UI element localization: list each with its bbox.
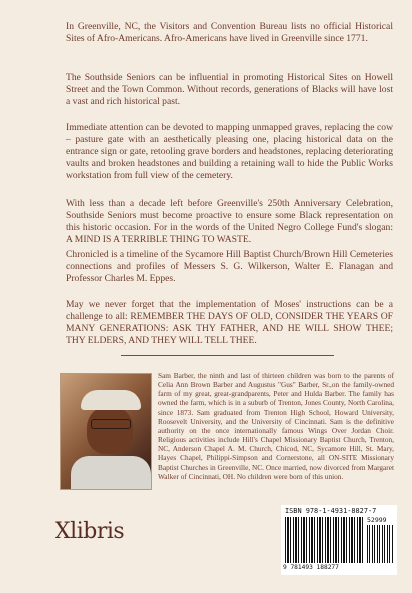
photo-cap [81, 390, 141, 410]
ean-digits: 9 781493 188277 [283, 564, 339, 571]
photo-glasses [91, 419, 131, 429]
isbn-text: ISBN 978-1-4931-8827-7 [285, 507, 377, 515]
photo-face [87, 406, 133, 454]
paragraph-immediate-attention: Immediate attention can be devoted to mapping unmapped graves, replacing the cow – pasture gate with an aesthetically pleasing one, placing historical data on the entrance sign or gate, retooling grave borders and headstones, replacing deteriorating vaults and broken headstones and building a retaining wall to hide the Public Works workstation from full view of the cemetery. [66, 122, 393, 182]
price-barcode-bars [367, 525, 393, 563]
paragraph-chronicled: Chronicled is a timeline of the Sycamore Hill Baptist Church/Brown Hill Cemeteries connections and profiles of Messers S. G. Wilkerson, Walter E. Flanagan and Professor Charles M. Eppes. [66, 249, 393, 285]
barcode-bars [285, 517, 363, 563]
isbn-barcode [281, 505, 397, 575]
photo-shirt [71, 456, 151, 490]
paragraph-anniversary: With less than a decade left before Greenville's 250th Anniversary Celebration, Southside Seniors must become proactive to ensure some Black representation on this historic occasion. For in the words of the United Negro College Fund's slogan: A MIND IS A TERRIBLE THING TO WASTE. [66, 198, 393, 246]
paragraph-moses: May we never forget that the implementation of Moses' instructions can be a challenge to all: REMEMBER THE DAYS OF OLD, CONSIDER THE YEARS OF MANY GENERATIONS: ASK THY FATHER, AND HE WILL SHOW THEE; THY ELDERS, AND THEY WILL TELL THEE. [66, 299, 393, 347]
author-photo [60, 373, 152, 490]
author-bio: Sam Barber, the ninth and last of thirteen children was born to the parents of Celia Ann Brown Barber and Augustus "Gus" Barber, Sr.,on the family-owned farm of my great, great-grandparents, Peter and Hulda Barber. The family has owned the farm, which is in a suburb of Trenton, Jones County, North Carolina, since 1873. Sam graduated from Trenton High School, Howard University, Roosevelt University, and the University of Cincinnati. Sam is the definitive authority on the once internationally famous Wings Over Jordan Choir. Religious activities include Hill's Chapel Missionary Baptist Church, Trenton, NC, Anderson Chapel A. M. Church, Chicod, NC, Sycamore Hill, St. Mary, Hayes Chapel, Philippi-Simpson and Cornerstone, all ON-SITE Missionary Baptist Churches in Greenville, NC. Once married, now divorced from Margaret Walker of Cincinnati, OH. No children were born of this union. [158, 371, 394, 481]
divider-rule [121, 355, 334, 356]
paragraph-visitors-bureau: In Greenville, NC, the Visitors and Convention Bureau lists no official Historical Sites of Afro-Americans. Afro-Americans have lived in Greenville since 1771. [66, 21, 393, 45]
publisher-logo: Xlibris [55, 519, 125, 544]
price-code: 52999 [367, 516, 387, 524]
paragraph-southside-seniors: The Southside Seniors can be influential in promoting Historical Sites on Howell Street and the Town Common. Without records, generations of Blacks will have lost a vast and rich historical past. [66, 72, 393, 108]
